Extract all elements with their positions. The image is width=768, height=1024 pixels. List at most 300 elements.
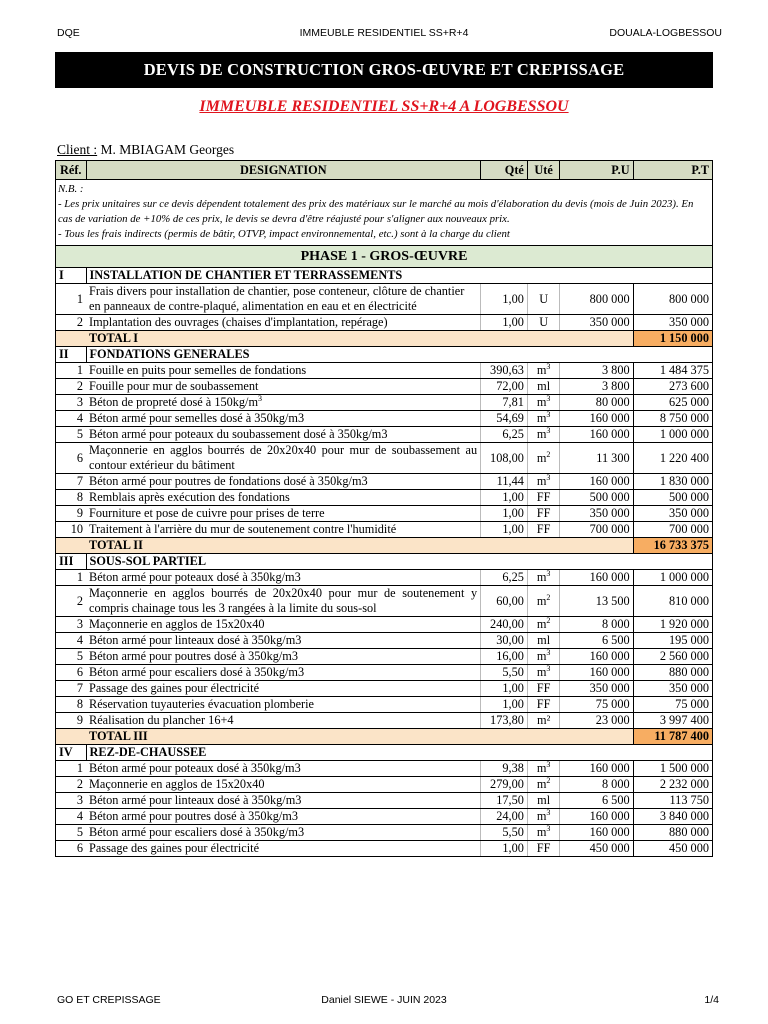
table-row	[56, 649, 713, 665]
item-designation	[86, 490, 481, 506]
item-unit	[527, 841, 560, 857]
item-unit-price: 13 500	[560, 586, 633, 617]
item-total-price: 450 000	[633, 841, 712, 857]
table-row	[56, 379, 713, 395]
item-designation-text: Maçonnerie en agglos bourrés de 20x20x40 pour mur de soubassement au contour extérieur du bâtiment	[89, 443, 478, 472]
item-unit	[527, 713, 560, 729]
item-designation	[86, 522, 481, 538]
note-line-1: - Les prix unitaires sur ce devis dépendent totalement des prix des matériaux sur le marché au mois d'élaboration du devis (mois de Juin 2023). En cas de variation de +10% de ces prix, le devis se devra d'être réajusté pour s'aligner aux nouveaux prix.	[58, 198, 694, 225]
item-total-price: 350 000	[633, 506, 712, 522]
total-value: 1 150 000	[633, 331, 712, 347]
item-designation-text: Fouille pour mur de soubassement	[89, 379, 259, 393]
client-line	[57, 142, 234, 158]
item-designation	[86, 443, 481, 474]
item-ref: 2	[56, 315, 87, 331]
total-row	[56, 538, 713, 554]
client-label: Client :	[57, 142, 98, 157]
item-quantity: 6,25	[481, 570, 528, 586]
item-designation	[86, 411, 481, 427]
unit-exponent: 2	[546, 592, 551, 602]
section-number: I	[56, 268, 87, 284]
item-unit-price: 800 000	[560, 284, 633, 315]
item-total-price: 1 830 000	[633, 474, 712, 490]
item-unit-text: FF	[536, 681, 551, 695]
item-unit-text: ml	[537, 793, 551, 807]
item-designation	[86, 649, 481, 665]
item-quantity: 1,00	[481, 315, 528, 331]
item-unit-price: 80 000	[560, 395, 633, 411]
item-ref: 3	[56, 793, 87, 809]
unit-exponent: 2	[546, 449, 551, 459]
total-label: TOTAL II	[86, 538, 633, 554]
table-row	[56, 427, 713, 443]
item-quantity: 24,00	[481, 809, 528, 825]
item-designation-text: Béton armé pour poteaux du soubassement dosé à 350kg/m3	[89, 427, 388, 441]
phase-row	[56, 246, 713, 268]
item-total-price: 350 000	[633, 315, 712, 331]
unit-exponent: 3	[546, 472, 551, 482]
table-row	[56, 411, 713, 427]
item-designation-text: Frais divers pour installation de chantier, pose conteneur, clôture de chantier en panneaux de contre-plaqué, alimentation en eau et en électricité	[89, 284, 465, 313]
item-unit	[527, 570, 560, 586]
item-unit	[527, 363, 560, 379]
item-unit-text: m	[536, 450, 547, 465]
item-unit-text: ml	[537, 633, 551, 647]
devis-body	[56, 180, 713, 857]
item-designation-text: Réalisation du plancher 16+4	[89, 713, 234, 727]
document-subtitle	[55, 98, 713, 116]
item-ref: 5	[56, 825, 87, 841]
item-ref: 2	[56, 379, 87, 395]
item-quantity: 1,00	[481, 284, 528, 315]
col-header-ref: Réf.	[56, 161, 87, 180]
item-unit-price: 160 000	[560, 427, 633, 443]
table-row	[56, 443, 713, 474]
item-quantity: 1,00	[481, 522, 528, 538]
total-value: 11 787 400	[633, 729, 712, 745]
item-ref: 6	[56, 665, 87, 681]
unit-exponent: 3	[546, 409, 551, 419]
table-row	[56, 793, 713, 809]
total-row	[56, 331, 713, 347]
item-unit	[527, 522, 560, 538]
total-label: TOTAL I	[86, 331, 633, 347]
item-total-price: 113 750	[633, 793, 712, 809]
section-title: FONDATIONS GENERALES	[86, 347, 713, 363]
item-unit-text: m	[536, 474, 547, 488]
item-unit	[527, 793, 560, 809]
item-total-price: 3 997 400	[633, 713, 712, 729]
item-designation-text: Béton armé pour poteaux dosé à 350kg/m3	[89, 570, 301, 584]
unit-exponent: 3	[546, 759, 551, 769]
item-unit-text: ml	[537, 379, 551, 393]
table-row	[56, 825, 713, 841]
document-title: DEVIS DE CONSTRUCTION GROS-ŒUVRE ET CREPISSAGE	[55, 52, 713, 88]
item-unit-price: 75 000	[560, 697, 633, 713]
item-unit-text: U	[539, 291, 549, 306]
item-total-price: 2 232 000	[633, 777, 712, 793]
item-designation	[86, 586, 481, 617]
item-unit	[527, 474, 560, 490]
item-total-price: 800 000	[633, 284, 712, 315]
table-row	[56, 633, 713, 649]
item-ref: 3	[56, 395, 87, 411]
item-quantity: 6,25	[481, 427, 528, 443]
item-quantity: 72,00	[481, 379, 528, 395]
item-total-price: 1 484 375	[633, 363, 712, 379]
item-unit-price: 160 000	[560, 761, 633, 777]
item-ref: 7	[56, 474, 87, 490]
item-total-price: 700 000	[633, 522, 712, 538]
item-designation	[86, 633, 481, 649]
table-row	[56, 522, 713, 538]
item-designation	[86, 395, 481, 411]
item-unit-text: m	[536, 593, 547, 608]
item-unit-text: m	[536, 363, 547, 377]
item-ref: 10	[56, 522, 87, 538]
designation-exponent: 3	[258, 393, 263, 403]
section-number: IV	[56, 745, 87, 761]
item-unit-price: 160 000	[560, 649, 633, 665]
section-row	[56, 268, 713, 284]
item-unit-price: 350 000	[560, 315, 633, 331]
item-designation	[86, 284, 481, 315]
client-name: M. MBIAGAM Georges	[100, 142, 235, 157]
table-row	[56, 284, 713, 315]
item-designation	[86, 617, 481, 633]
item-ref: 1	[56, 284, 87, 315]
item-designation	[86, 427, 481, 443]
item-unit-price: 160 000	[560, 665, 633, 681]
item-unit	[527, 427, 560, 443]
item-designation	[86, 697, 481, 713]
item-ref: 4	[56, 411, 87, 427]
table-row	[56, 761, 713, 777]
unit-exponent: 3	[546, 568, 551, 578]
item-quantity: 60,00	[481, 586, 528, 617]
item-unit	[527, 379, 560, 395]
item-total-price: 3 840 000	[633, 809, 712, 825]
item-designation-text: Béton armé pour linteaux dosé à 350kg/m3	[89, 633, 302, 647]
total-row	[56, 729, 713, 745]
item-unit-text: FF	[536, 522, 551, 536]
header-left: DQE	[57, 27, 80, 39]
item-unit-price: 160 000	[560, 570, 633, 586]
item-total-price: 1 000 000	[633, 570, 712, 586]
item-total-price: 273 600	[633, 379, 712, 395]
item-ref: 1	[56, 363, 87, 379]
item-unit	[527, 506, 560, 522]
unit-exponent: 3	[546, 823, 551, 833]
item-unit-price: 3 800	[560, 363, 633, 379]
item-total-price: 195 000	[633, 633, 712, 649]
item-unit-text: m	[536, 761, 547, 775]
item-quantity: 1,00	[481, 681, 528, 697]
item-unit	[527, 490, 560, 506]
item-unit-text: FF	[536, 490, 551, 504]
subtitle-text: IMMEUBLE RESIDENTIEL SS+R+4 A LOGBESSOU	[199, 98, 569, 115]
total-label: TOTAL III	[86, 729, 633, 745]
item-ref: 5	[56, 427, 87, 443]
item-designation-text: Maçonnerie en agglos bourrés de 20x20x40 pour mur de soutenement y compris chainage tous les 3 rangées à la limite du sous-sol	[89, 586, 478, 615]
item-quantity: 11,44	[481, 474, 528, 490]
item-unit	[527, 284, 560, 315]
table-row	[56, 490, 713, 506]
item-quantity: 54,69	[481, 411, 528, 427]
item-designation-text: Béton armé pour poteaux dosé à 350kg/m3	[89, 761, 301, 775]
item-designation-text: Béton armé pour poutres dosé à 350kg/m3	[89, 809, 299, 823]
item-total-price: 350 000	[633, 681, 712, 697]
item-designation	[86, 681, 481, 697]
item-designation-text: Traitement à l'arrière du mur de soutenement contre l'humidité	[89, 522, 397, 536]
col-header-pu: P.U	[560, 161, 633, 180]
unit-exponent: 2	[546, 615, 551, 625]
table-row	[56, 395, 713, 411]
item-unit-text: m	[536, 777, 547, 791]
item-unit	[527, 697, 560, 713]
item-unit-text: m	[536, 395, 547, 409]
total-spacer	[56, 538, 87, 554]
item-unit	[527, 681, 560, 697]
item-designation	[86, 809, 481, 825]
item-unit-text: FF	[536, 697, 551, 711]
item-ref: 2	[56, 777, 87, 793]
section-row	[56, 347, 713, 363]
item-designation-text: Remblais après exécution des fondations	[89, 490, 290, 504]
item-ref: 8	[56, 697, 87, 713]
item-designation	[86, 379, 481, 395]
item-unit	[527, 633, 560, 649]
item-designation	[86, 506, 481, 522]
item-unit-price: 700 000	[560, 522, 633, 538]
item-designation-text: Maçonnerie en agglos de 15x20x40	[89, 777, 265, 791]
item-designation	[86, 777, 481, 793]
item-unit	[527, 665, 560, 681]
item-unit-price: 160 000	[560, 411, 633, 427]
item-unit	[527, 777, 560, 793]
unit-exponent: 3	[546, 361, 551, 371]
item-designation-text: Passage des gaines pour électricité	[89, 841, 260, 855]
item-designation	[86, 841, 481, 857]
table-row	[56, 363, 713, 379]
item-total-price: 1 500 000	[633, 761, 712, 777]
item-unit	[527, 315, 560, 331]
item-total-price: 1 000 000	[633, 427, 712, 443]
col-header-qte: Qté	[481, 161, 528, 180]
item-unit	[527, 443, 560, 474]
item-unit-text: m²	[537, 713, 551, 727]
item-designation	[86, 570, 481, 586]
table-row	[56, 841, 713, 857]
item-total-price: 500 000	[633, 490, 712, 506]
item-quantity: 240,00	[481, 617, 528, 633]
item-designation-text: Maçonnerie en agglos de 15x20x40	[89, 617, 265, 631]
item-unit-text: FF	[536, 506, 551, 520]
item-unit-text: m	[536, 665, 547, 679]
item-total-price: 625 000	[633, 395, 712, 411]
item-unit-price: 6 500	[560, 633, 633, 649]
item-total-price: 75 000	[633, 697, 712, 713]
item-unit	[527, 586, 560, 617]
item-ref: 8	[56, 490, 87, 506]
section-row	[56, 554, 713, 570]
note-cell	[56, 180, 713, 246]
item-ref: 4	[56, 809, 87, 825]
item-unit-text: m	[536, 570, 547, 584]
col-header-ute: Uté	[527, 161, 560, 180]
section-number: III	[56, 554, 87, 570]
section-title: SOUS-SOL PARTIEL	[86, 554, 713, 570]
phase-title: PHASE 1 - GROS-ŒUVRE	[56, 246, 713, 268]
item-ref: 5	[56, 649, 87, 665]
item-designation	[86, 793, 481, 809]
item-designation-text: Béton armé pour linteaux dosé à 350kg/m3	[89, 793, 302, 807]
unit-exponent: 3	[546, 425, 551, 435]
item-total-price: 810 000	[633, 586, 712, 617]
item-quantity: 5,50	[481, 825, 528, 841]
note-title: N.B. :	[58, 183, 84, 195]
table-row	[56, 570, 713, 586]
unit-exponent: 3	[546, 393, 551, 403]
item-unit-price: 8 000	[560, 617, 633, 633]
table-row	[56, 713, 713, 729]
item-designation	[86, 825, 481, 841]
table-row	[56, 777, 713, 793]
item-unit-price: 3 800	[560, 379, 633, 395]
total-value: 16 733 375	[633, 538, 712, 554]
item-designation-text: Béton armé pour escaliers dosé à 350kg/m3	[89, 825, 305, 839]
unit-exponent: 3	[546, 647, 551, 657]
item-quantity: 7,81	[481, 395, 528, 411]
item-ref: 7	[56, 681, 87, 697]
unit-exponent: 3	[546, 807, 551, 817]
item-ref: 1	[56, 761, 87, 777]
item-total-price: 2 560 000	[633, 649, 712, 665]
footer-center: Daniel SIEWE - JUIN 2023	[321, 994, 447, 1006]
item-quantity: 390,63	[481, 363, 528, 379]
item-quantity: 1,00	[481, 841, 528, 857]
item-quantity: 1,00	[481, 506, 528, 522]
table-row	[56, 474, 713, 490]
item-designation	[86, 713, 481, 729]
item-designation-text: Implantation des ouvrages (chaises d'implantation, repérage)	[89, 315, 388, 329]
item-quantity: 279,00	[481, 777, 528, 793]
item-unit-price: 160 000	[560, 474, 633, 490]
section-title: INSTALLATION DE CHANTIER ET TERRASSEMENTS	[86, 268, 713, 284]
unit-exponent: 3	[546, 663, 551, 673]
section-number: II	[56, 347, 87, 363]
item-unit-price: 6 500	[560, 793, 633, 809]
col-header-designation: DESIGNATION	[86, 161, 481, 180]
table-row	[56, 809, 713, 825]
item-total-price: 1 220 400	[633, 443, 712, 474]
item-designation	[86, 761, 481, 777]
item-total-price: 1 920 000	[633, 617, 712, 633]
item-designation-text: Béton armé pour escaliers dosé à 350kg/m3	[89, 665, 305, 679]
item-unit-price: 500 000	[560, 490, 633, 506]
item-ref: 4	[56, 633, 87, 649]
item-designation-text: Réservation tuyauteries évacuation plomberie	[89, 697, 315, 711]
item-quantity: 17,50	[481, 793, 528, 809]
item-unit-price: 160 000	[560, 825, 633, 841]
table-row	[56, 665, 713, 681]
item-unit-text: FF	[536, 841, 551, 855]
table-row	[56, 681, 713, 697]
item-unit-price: 160 000	[560, 809, 633, 825]
item-designation-text: Béton armé pour poutres dosé à 350kg/m3	[89, 649, 299, 663]
item-unit-text: m	[536, 411, 547, 425]
footer-left: GO ET CREPISSAGE	[57, 994, 161, 1006]
item-total-price: 880 000	[633, 665, 712, 681]
item-ref: 6	[56, 841, 87, 857]
item-unit	[527, 649, 560, 665]
item-unit-price: 8 000	[560, 777, 633, 793]
table-row	[56, 586, 713, 617]
section-title: REZ-DE-CHAUSSEE	[86, 745, 713, 761]
item-unit-text: m	[536, 427, 547, 441]
item-unit-price: 350 000	[560, 681, 633, 697]
table-row	[56, 697, 713, 713]
col-header-pt: P.T	[633, 161, 712, 180]
item-designation-text: Fourniture et pose de cuivre pour prises de terre	[89, 506, 325, 520]
item-designation	[86, 665, 481, 681]
item-quantity: 1,00	[481, 490, 528, 506]
item-designation-text: Béton de propreté dosé à 150kg/m	[89, 395, 259, 409]
item-designation-text: Passage des gaines pour électricité	[89, 681, 260, 695]
item-quantity: 1,00	[481, 697, 528, 713]
item-designation	[86, 474, 481, 490]
item-quantity: 108,00	[481, 443, 528, 474]
item-unit	[527, 809, 560, 825]
table-row	[56, 617, 713, 633]
item-designation	[86, 315, 481, 331]
item-unit-text: m	[536, 809, 547, 823]
item-designation-text: Béton armé pour poutres de fondations dosé à 350kg/m3	[89, 474, 368, 488]
item-ref: 1	[56, 570, 87, 586]
item-unit	[527, 761, 560, 777]
header-right: DOUALA-LOGBESSOU	[609, 27, 722, 39]
item-unit-text: m	[536, 649, 547, 663]
item-designation-text: Béton armé pour semelles dosé à 350kg/m3	[89, 411, 305, 425]
item-ref: 6	[56, 443, 87, 474]
table-row	[56, 315, 713, 331]
item-quantity: 5,50	[481, 665, 528, 681]
item-ref: 2	[56, 586, 87, 617]
item-unit-text: U	[539, 315, 549, 329]
item-unit-price: 350 000	[560, 506, 633, 522]
devis-table	[55, 160, 713, 857]
item-unit	[527, 411, 560, 427]
item-ref: 3	[56, 617, 87, 633]
item-designation	[86, 363, 481, 379]
item-quantity: 9,38	[481, 761, 528, 777]
item-ref: 9	[56, 506, 87, 522]
item-unit-price: 23 000	[560, 713, 633, 729]
item-unit-price: 11 300	[560, 443, 633, 474]
item-unit	[527, 395, 560, 411]
footer-right: 1/4	[704, 994, 719, 1006]
item-unit-price: 450 000	[560, 841, 633, 857]
table-row	[56, 506, 713, 522]
item-ref: 9	[56, 713, 87, 729]
item-unit	[527, 617, 560, 633]
item-quantity: 173,80	[481, 713, 528, 729]
item-unit-text: m	[536, 617, 547, 631]
note-line-2: - Tous les frais indirects (permis de bâtir, OTVP, impact environnemental, etc.) sont à la charge du client	[58, 228, 510, 240]
total-spacer	[56, 331, 87, 347]
item-total-price: 8 750 000	[633, 411, 712, 427]
item-total-price: 880 000	[633, 825, 712, 841]
